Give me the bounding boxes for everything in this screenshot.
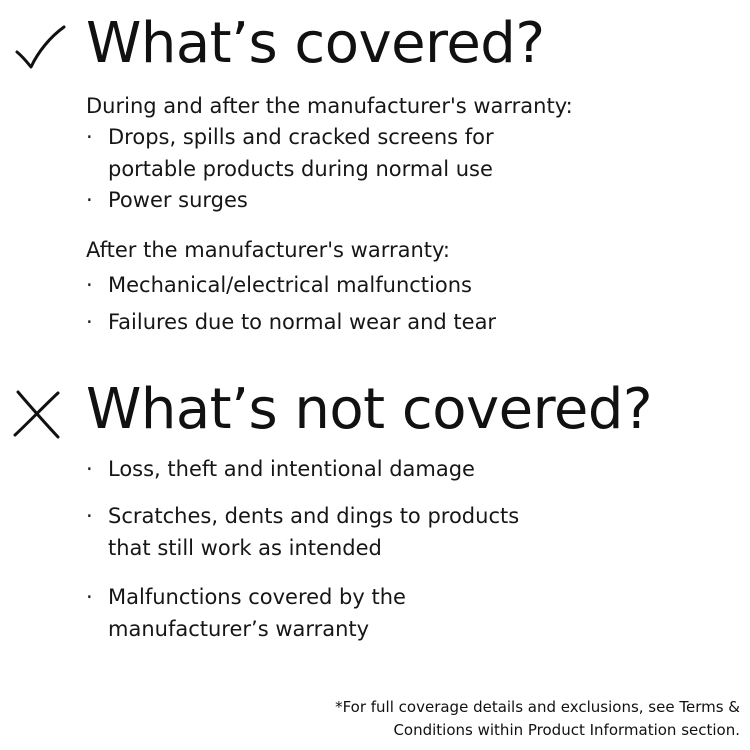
item-line: Drops, spills and cracked screens for	[108, 125, 494, 149]
item-line: that still work as intended	[108, 536, 382, 560]
not-covered-item-loss-theft	[86, 457, 475, 481]
item-line: manufacturer’s warranty	[108, 617, 370, 641]
item-line: portable products during normal use	[108, 157, 493, 181]
bullet: ·	[86, 310, 93, 334]
covered-item-power-surges	[86, 188, 248, 212]
covered-item-drops	[86, 125, 494, 181]
covered-item-wear-and-tear	[86, 310, 497, 334]
bullet: ·	[86, 188, 93, 212]
item-line: Loss, theft and intentional damage	[108, 457, 475, 481]
not-covered-heading: What’s not covered?	[86, 377, 653, 442]
item-line: Failures due to normal wear and tear	[108, 310, 497, 334]
check-mark-icon	[14, 24, 66, 70]
covered-group-label-1: During and after the manufacturer's warranty:	[86, 94, 573, 118]
item-line: Mechanical/electrical malfunctions	[108, 273, 472, 297]
bullet: ·	[86, 125, 93, 149]
footnote-line: Conditions within Product Information section.	[393, 721, 740, 739]
coverage-footnote	[335, 696, 740, 742]
bullet: ·	[86, 504, 93, 528]
item-line: Power surges	[108, 188, 248, 212]
item-line: Malfunctions covered by the	[108, 585, 406, 609]
bullet: ·	[86, 457, 93, 481]
not-covered-item-scratches	[86, 504, 520, 560]
item-line: Scratches, dents and dings to products	[108, 504, 520, 528]
bullet: ·	[86, 585, 93, 609]
bullet: ·	[86, 273, 93, 297]
covered-group-label-2: After the manufacturer's warranty:	[86, 238, 450, 262]
footnote-line: *For full coverage details and exclusions, see Terms &	[335, 698, 740, 716]
covered-item-malfunctions	[86, 273, 472, 297]
x-mark-icon	[12, 388, 62, 440]
covered-heading: What’s covered?	[86, 11, 545, 76]
not-covered-item-manufacturer-malfunctions	[86, 585, 406, 641]
